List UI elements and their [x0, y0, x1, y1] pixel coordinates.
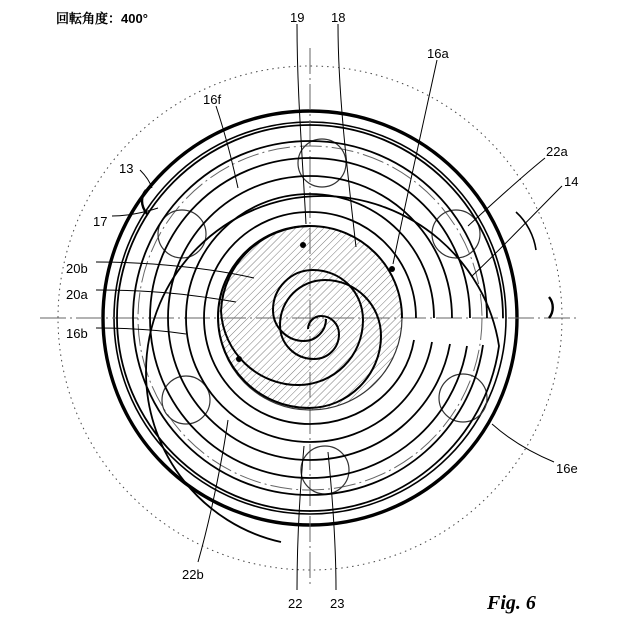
- leader-22a: [468, 158, 545, 226]
- callout-23: 23: [330, 596, 345, 611]
- callout-16a: 16a: [427, 46, 449, 61]
- reference-dot: [236, 356, 242, 362]
- rotation-angle-note: 回転角度：400°: [56, 11, 148, 26]
- callout-16f: 16f: [203, 92, 222, 107]
- callout-16e: 16e: [556, 461, 578, 476]
- callout-17: 17: [93, 214, 108, 229]
- reference-dot: [300, 242, 306, 248]
- callout-13: 13: [119, 161, 134, 176]
- reference-dot: [389, 266, 395, 272]
- housing-port-right: [516, 212, 536, 250]
- callout-22a: 22a: [546, 144, 568, 159]
- callout-20a: 20a: [66, 287, 88, 302]
- callout-22b: 22b: [182, 567, 204, 582]
- callout-22: 22: [288, 596, 303, 611]
- callout-20b: 20b: [66, 261, 88, 276]
- callout-18: 18: [331, 10, 346, 25]
- housing-notch-right: [549, 297, 553, 318]
- callout-19: 19: [290, 10, 305, 25]
- leader-16e: [492, 424, 554, 462]
- callout-14: 14: [564, 174, 579, 189]
- figure-caption: Fig. 6: [487, 592, 536, 614]
- callout-16b: 16b: [66, 326, 88, 341]
